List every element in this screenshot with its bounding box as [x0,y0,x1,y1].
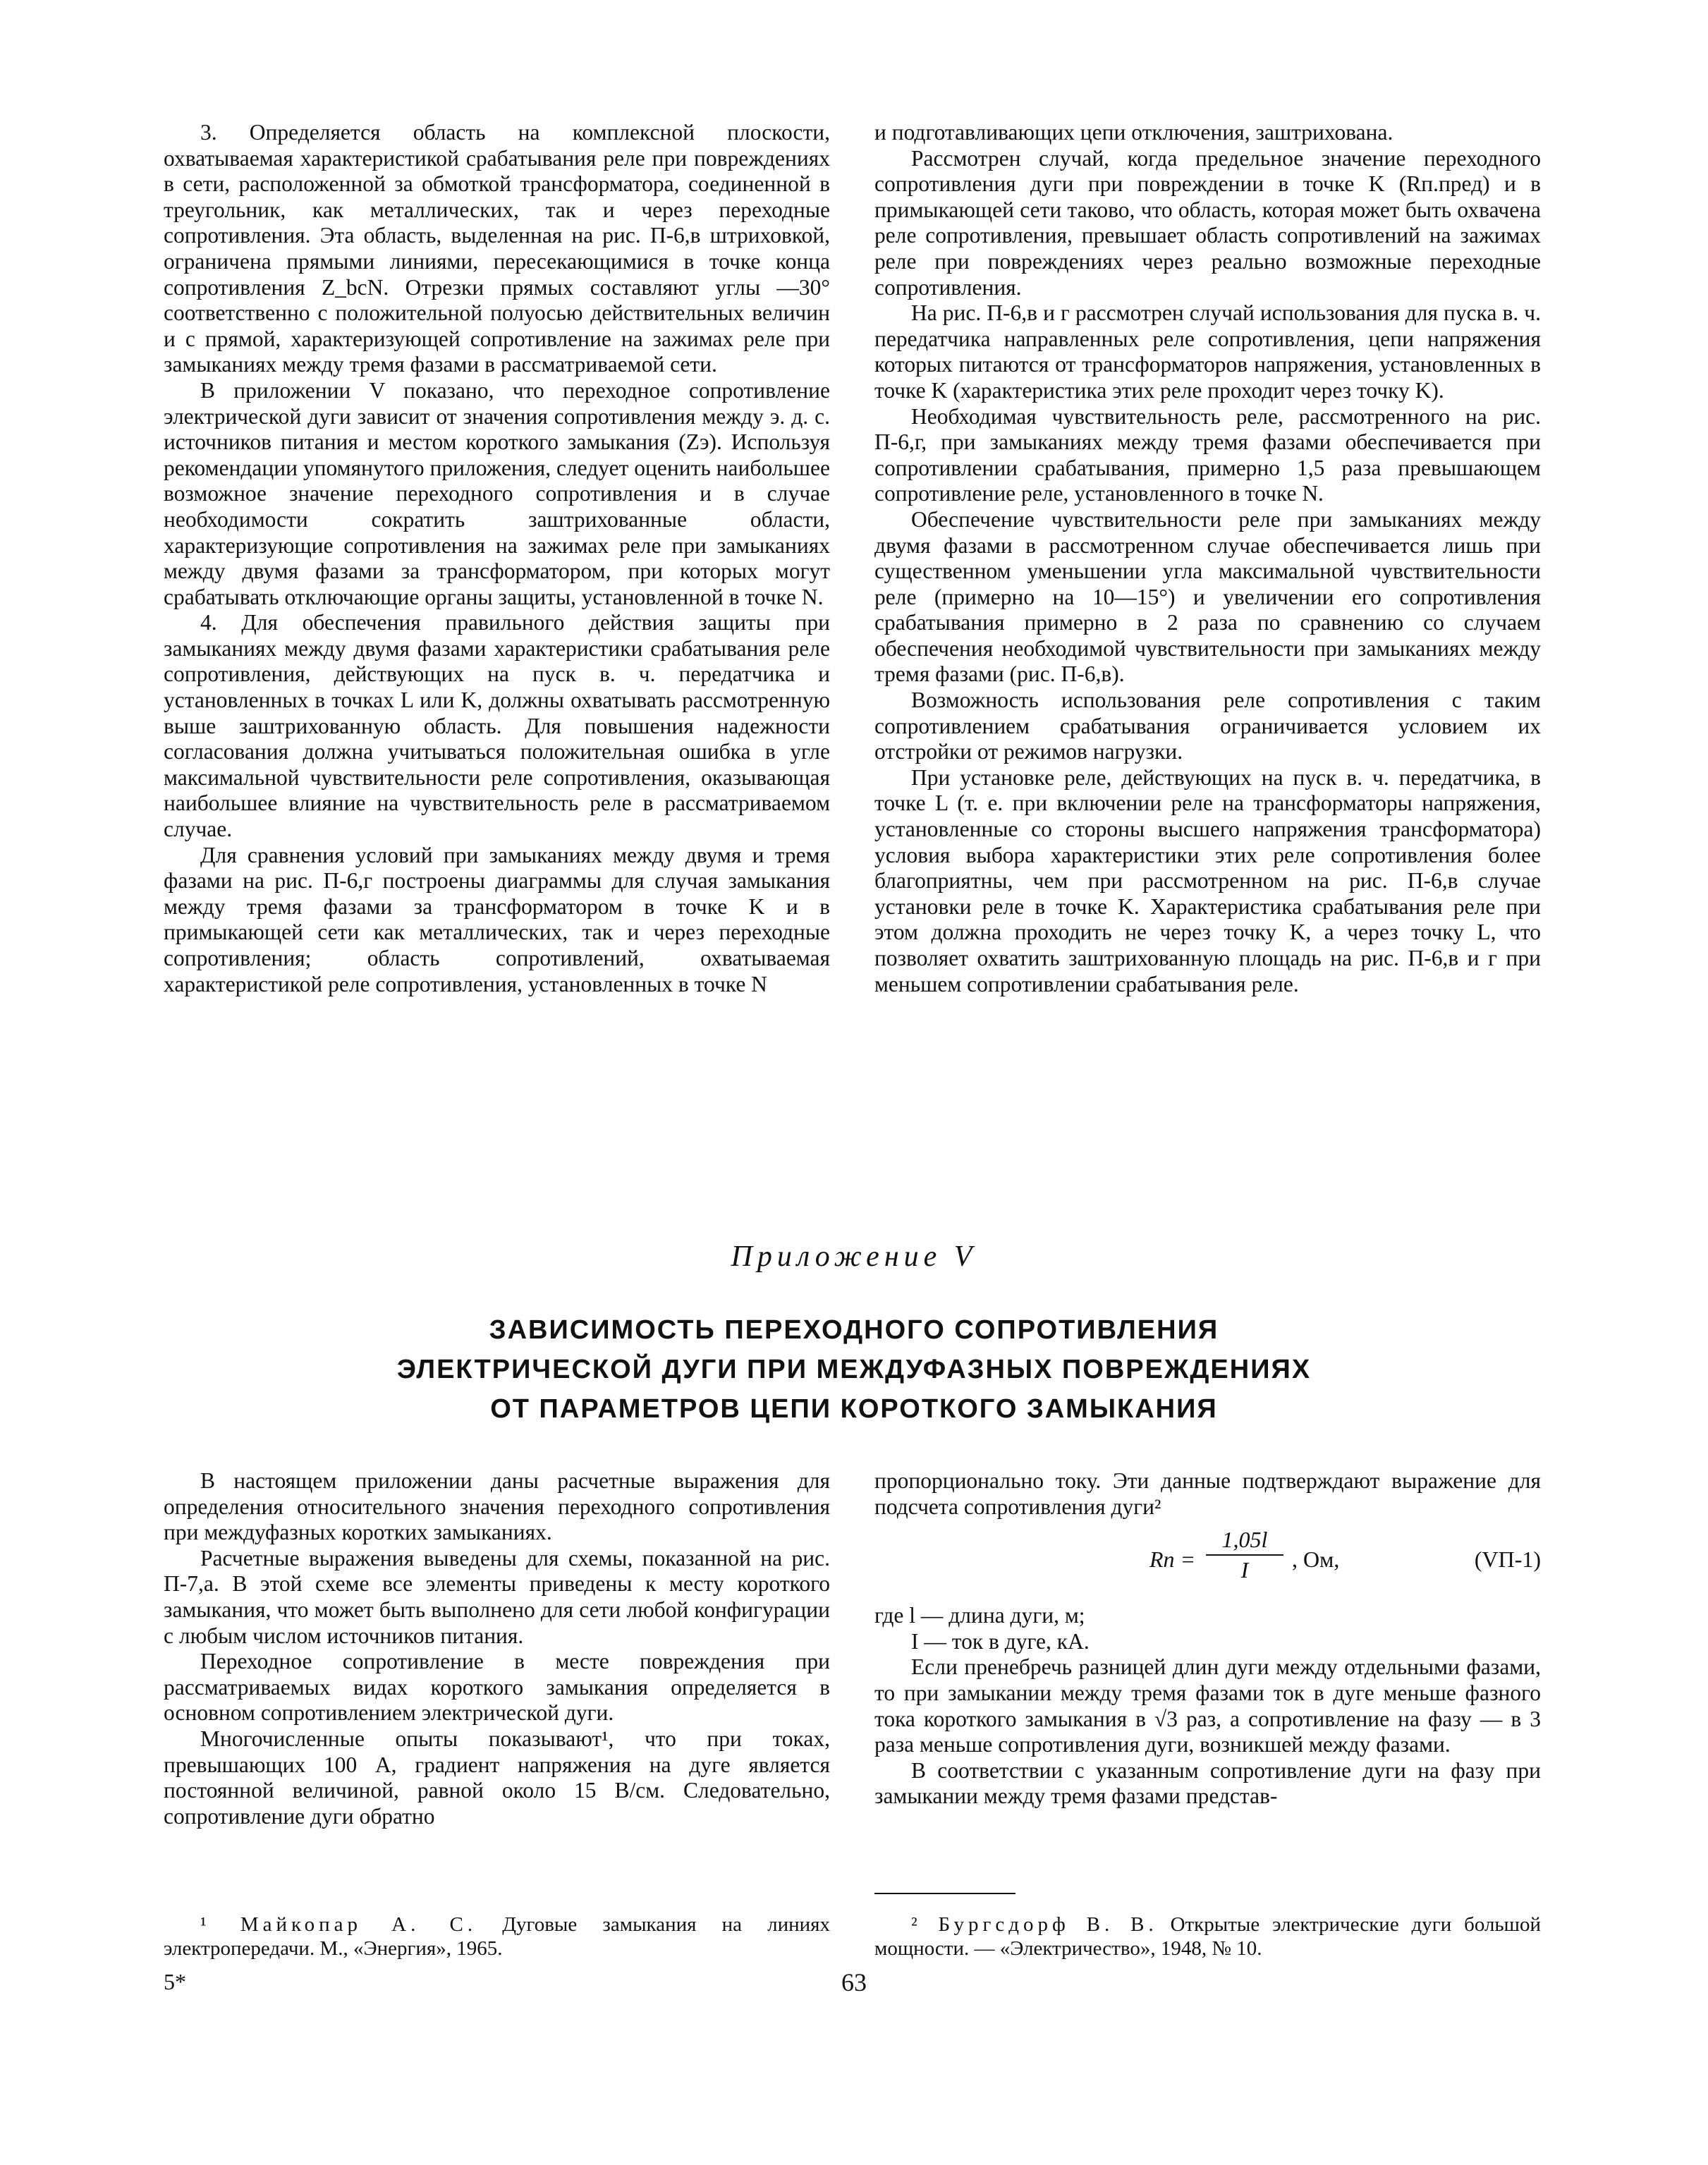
footnote-text: Дуговые замыкания на линиях электропередачи. М., «Энергия», 1965. [164,1913,831,1960]
top-left-column [164,120,830,997]
formula-fraction [1206,1527,1283,1582]
equation-number: (VП-1) [1474,1547,1541,1573]
footnote-author: ² Бургсдорф В. В. [911,1913,1158,1936]
paragraph: При установке реле, действующих на пуск в. ч. передатчика, в точке L (т. е. при включении реле на трансформаторы напряжения, установленные со стороны высшего напряжения трансформатора) условия выбора характеристики этих реле сопротивления более благоприятны, чем при рассмотренном на рис. П-6,в случае установки реле в точке K. Характеристика срабатывания реле при этом должна проходить не через точку K, а через точку L, что позволяет охватить заштрихованную площадь на рис. П-6,в и г при меньшем сопротивлении срабатывания реле. [874,764,1541,996]
footnote-text: Открытые электрические дуги большой мощности. — «Электричество», 1948, № 10. [874,1913,1541,1960]
footnote-rule [874,1893,1015,1894]
where-line: I — ток в дуге, кА. [911,1628,1090,1654]
paragraph: Возможность использования реле сопротивления с таким сопротивлением срабатывания ограничивается условием их отстройки от режимов нагрузки. [874,688,1541,764]
paragraph: 3. Определяется область на комплексной плоскости, охватываемая характеристикой срабатывания реле при повреждениях в сети, расположенной за обмоткой трансформатора, соединенной в треугольник, как металлических, так и через переходные сопротивления. Эта область, выделенная на рис. П-6,в штриховкой, ограничена прямыми линиями, пересекающимися в точке конца сопротивления Z_bcN. Отрезки прямых составляют углы —30° соответственно с положительной полуосью действительных величин и с прямой, характеризующей сопротивление на зажимах реле при замыканиях между тремя фазами в рассматриваемой сети. [164,120,830,377]
paragraph: Если пренебречь разницей длин дуги между отдельными фазами, то при замыкании между тремя фазами ток в дуге меньше фазного тока короткого замыкания в √3 раз, а сопротивление на фазу — в 3 раза меньше сопротивления дуги, возникшей между фазами. [874,1654,1541,1757]
paragraph: Необходимая чувствительность реле, рассмотренного на рис. П-6,г, при замыканиях между тремя фазами обеспечивается при сопротивлении срабатывания, примерно 1,5 раза превышающем сопротивление реле, установленного в точке N. [874,403,1541,506]
bottom-left-column [164,1468,830,1829]
formula-unit: , Ом, [1292,1547,1340,1573]
paragraph: В настоящем приложении даны расчетные выражения для определения относительного значения переходного сопротивления при междуфазных коротких замыканиях. [164,1468,830,1545]
formula-numerator: 1,05l [1206,1527,1283,1556]
paragraph: Обеспечение чувствительности реле при замыканиях между двумя фазами в рассмотренном случае обеспечивается лишь при существенном уменьшении угла максимальной чувствительности реле (примерно на 10—15°) и увеличении его сопротивления срабатывания примерно в 2 раза по сравнению со случаем обеспечения необходимой чувствительности при замыканиях между тремя фазами (рис. П-6,в). [874,506,1541,687]
where-line: где l — длина дуги, м; [874,1603,1085,1628]
formula-denominator: I [1240,1556,1249,1582]
bottom-right-column [874,1468,1541,1810]
footnote-author: ¹ Майкопар А. С. [200,1913,477,1936]
footnote-2 [874,1913,1541,1960]
appendix-title-line: ЭЛЕКТРИЧЕСКОЙ ДУГИ ПРИ МЕЖДУФАЗНЫХ ПОВРЕЖДЕНИЯХ [396,1355,1312,1384]
paragraph: На рис. П-6,в и г рассмотрен случай использования для пуска в. ч. передатчика направленных реле сопротивления, цепи напряжения которых питаются от трансформаторов напряжения, установленных в точке K (характеристика этих реле проходит через точку K). [874,300,1541,403]
paragraph: Переходное сопротивление в месте повреждения при рассматриваемых видах короткого замыкания определяется в основном сопротивлением электрической дуги. [164,1649,830,1726]
arc-resistance-formula [874,1525,1541,1593]
paragraph: В приложении V показано, что переходное сопротивление электрической дуги зависит от значения сопротивления между э. д. с. источников питания и местом короткого замыкания (Zэ). Используя рекомендации упомянутого приложения, следует оценить наибольшее возможное значение переходного сопротивления и в случае необходимости сократить заштрихованные области, характеризующие сопротивления на зажимах реле при замыканиях между двумя фазами за трансформатором, при которых могут срабатывать отключающие органы защиты, установленной в точке N. [164,377,830,609]
footnote-1 [164,1913,830,1960]
paragraph: Многочисленные опыты показывают¹, что при токах, превышающих 100 А, градиент напряжения на дуге является постоянной величиной, равной около 15 В/см. Следовательно, сопротивление дуги обратно [164,1726,830,1829]
appendix-title-line: ЗАВИСИМОСТЬ ПЕРЕХОДНОГО СОПРОТИВЛЕНИЯ [489,1315,1219,1345]
paragraph: В соответствии с указанным сопротивление дуги на фазу при замыкании между тремя фазами представ- [874,1757,1541,1809]
paragraph: Расчетные выражения выведены для схемы, показанной на рис. П-7,а. В этой схеме все элементы приведены к месту короткого замыкания, что может быть выполнено для сети любой конфигурации с любым числом источников питания. [164,1545,830,1648]
paragraph: и подготавливающих цепи отключения, заштрихована. [874,120,1393,145]
page-number: 63 [841,1968,867,1996]
paragraph: Для сравнения условий при замыканиях между двумя и тремя фазами на рис. П-6,г построены диаграммы для случая замыкания между тремя фазами за трансформатором в точке K и в примыкающей сети как металлических, так и через переходные сопротивления; область сопротивлений, охватываемая характеристикой реле сопротивления, установленных в точке N [164,842,830,996]
paragraph: 4. Для обеспечения правильного действия защиты при замыканиях между двумя фазами характеристики срабатывания реле сопротивления, действующих на пуск в. ч. передатчика и установленных в точках L или K, должны охватывать рассмотренную выше заштрихованную область. Для повышения надежности согласования должна учитываться положительная ошибка в угле максимальной чувствительности реле сопротивления, оказывающая наибольшее влияние на чувствительность реле в рассматриваемом случае. [164,610,830,842]
signature-mark: 5* [164,1969,186,1994]
appendix-title-line: ОТ ПАРАМЕТРОВ ЦЕПИ КОРОТКОГО ЗАМЫКАНИЯ [490,1394,1218,1424]
appendix-title [0,1310,1708,1429]
paragraph: пропорционально току. Эти данные подтверждают выражение для подсчета сопротивления дуги² [874,1468,1541,1519]
top-right-column [874,120,1541,997]
formula-lhs: Rп = [1149,1547,1196,1573]
paragraph: Рассмотрен случай, когда предельное значение переходного сопротивления дуги при повреждении в точке K (Rп.пред) и в примыкающей сети таково, что область, которая может быть охвачена реле сопротивления, превышает область сопротивлений на зажимах реле при повреждениях через реально возможные переходные сопротивления. [874,145,1541,300]
appendix-label: Приложение V [731,1240,977,1273]
